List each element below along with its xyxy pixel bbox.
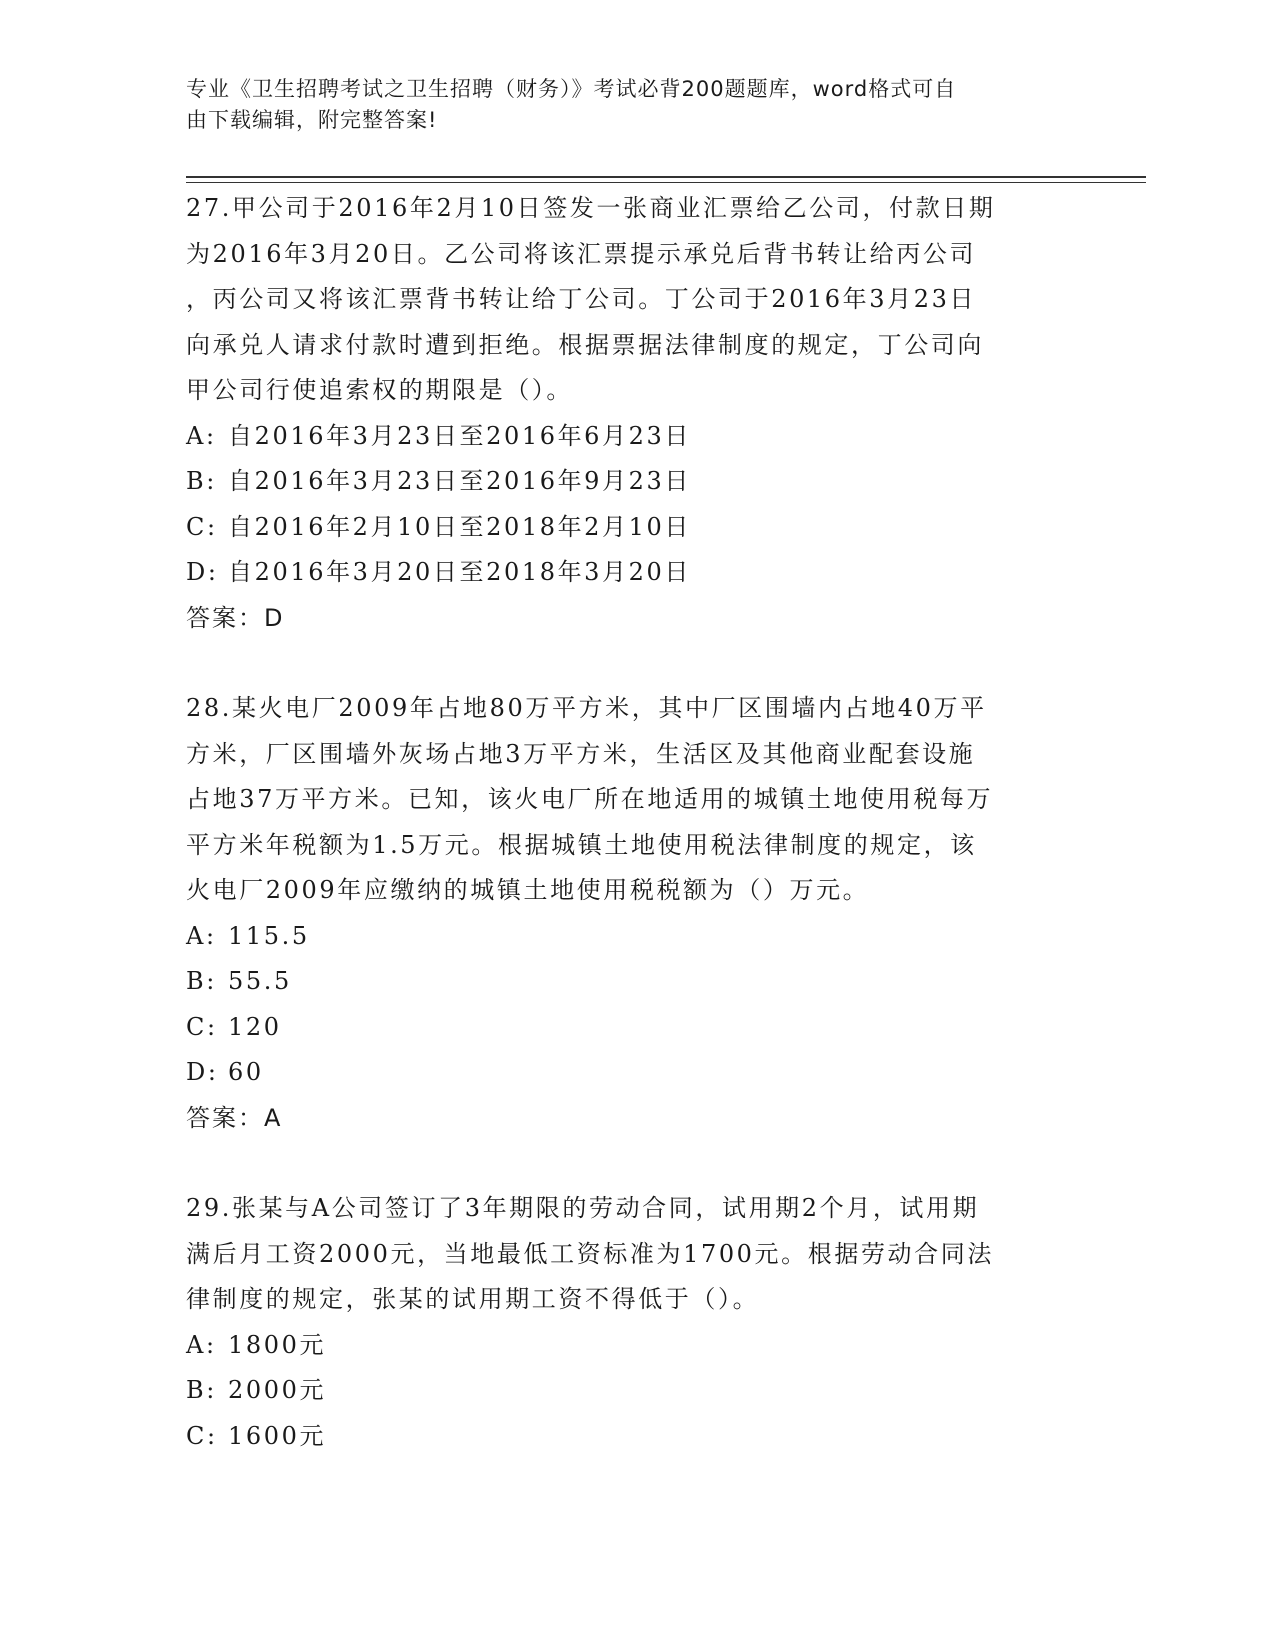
option-key: B : [186,459,228,505]
question-27 [186,186,1086,641]
header-divider-thin [186,182,1146,183]
stem-line: 占地37万平方米。已知，该火电厂所在地适用的城镇土地使用税每万 [186,785,994,813]
stem-line: 律制度的规定，张某的试用期工资不得低于（）。 [186,1285,760,1313]
option-text: 1800元 [228,1330,327,1359]
option-c [186,1414,1086,1460]
option-key: C : [186,505,228,551]
question-stem [186,686,1086,914]
stem-line: 满后月工资2000元，当地最低工资标准为1700元。根据劳动合同法 [186,1239,994,1268]
option-key: A : [186,914,228,960]
question-spacer [186,1141,1086,1186]
option-key: A : [186,1323,228,1369]
option-d [186,1050,1086,1096]
stem-line: 平方米年税额为1.5万元。根据城镇土地使用税法律制度的规定，该 [186,830,977,859]
stem-line: 为2016年3月20日。乙公司将该汇票提示承兑后背书转让给丙公司 [186,239,977,268]
option-text: 55.5 [228,967,292,995]
question-list [186,186,1086,1459]
option-c [186,505,1086,551]
answer-line: 答案：D [186,603,285,632]
page-header [186,74,1066,136]
stem-line: ，丙公司又将该汇票背书转让给丁公司。丁公司于2016年3月23日 [186,285,977,313]
question-29 [186,1186,1086,1459]
stem-line: 甲公司行使追索权的期限是（）。 [186,376,573,404]
option-text: 2000元 [228,1376,327,1404]
option-key: C : [186,1414,228,1460]
stem-line: 29.张某与A公司签订了3年期限的劳动合同，试用期2个月，试用期 [186,1194,980,1222]
option-text: 自2016年3月23日至2016年9月23日 [228,467,691,495]
stem-line: 27.甲公司于2016年2月10日签发一张商业汇票给乙公司，付款日期 [186,194,996,222]
option-b [186,459,1086,505]
option-key: A : [186,414,228,460]
option-key: D : [186,550,228,596]
option-c [186,1005,1086,1051]
option-list [186,1323,1086,1460]
option-a [186,1323,1086,1369]
question-28 [186,686,1086,1141]
question-spacer [186,641,1086,686]
option-text: 120 [228,1012,282,1041]
option-text: 1600元 [228,1421,327,1450]
header-divider-thick [186,176,1146,178]
option-text: 自2016年2月10日至2018年2月10日 [228,512,691,541]
option-a [186,914,1086,960]
option-text: 自2016年3月23日至2016年6月23日 [228,421,691,450]
option-key: D : [186,1050,228,1096]
question-stem [186,186,1086,414]
stem-line: 28.某火电厂2009年占地80万平方米，其中厂区围墙内占地40万平 [186,694,987,722]
stem-line: 方米，厂区围墙外灰场占地3万平方米，生活区及其他商业配套设施 [186,739,976,768]
option-text: 自2016年3月20日至2018年3月20日 [228,558,691,586]
question-stem [186,1186,1086,1323]
stem-line: 火电厂2009年应缴纳的城镇土地使用税税额为（）万元。 [186,876,870,904]
option-a [186,414,1086,460]
option-key: B : [186,959,228,1005]
header-line-2: 由下载编辑，附完整答案! [186,108,438,132]
option-text: 115.5 [228,921,310,950]
option-list [186,414,1086,596]
stem-line: 向承兑人请求付款时遭到拒绝。根据票据法律制度的规定，丁公司向 [186,330,984,359]
option-text: 60 [228,1058,264,1086]
option-list [186,914,1086,1096]
option-key: B : [186,1368,228,1414]
option-key: C : [186,1005,228,1051]
answer-line: 答案：A [186,1103,283,1132]
header-line-1: 专业《卫生招聘考试之卫生招聘（财务）》考试必背200题题库，word格式可自 [186,77,957,101]
option-b [186,1368,1086,1414]
option-b [186,959,1086,1005]
option-d [186,550,1086,596]
